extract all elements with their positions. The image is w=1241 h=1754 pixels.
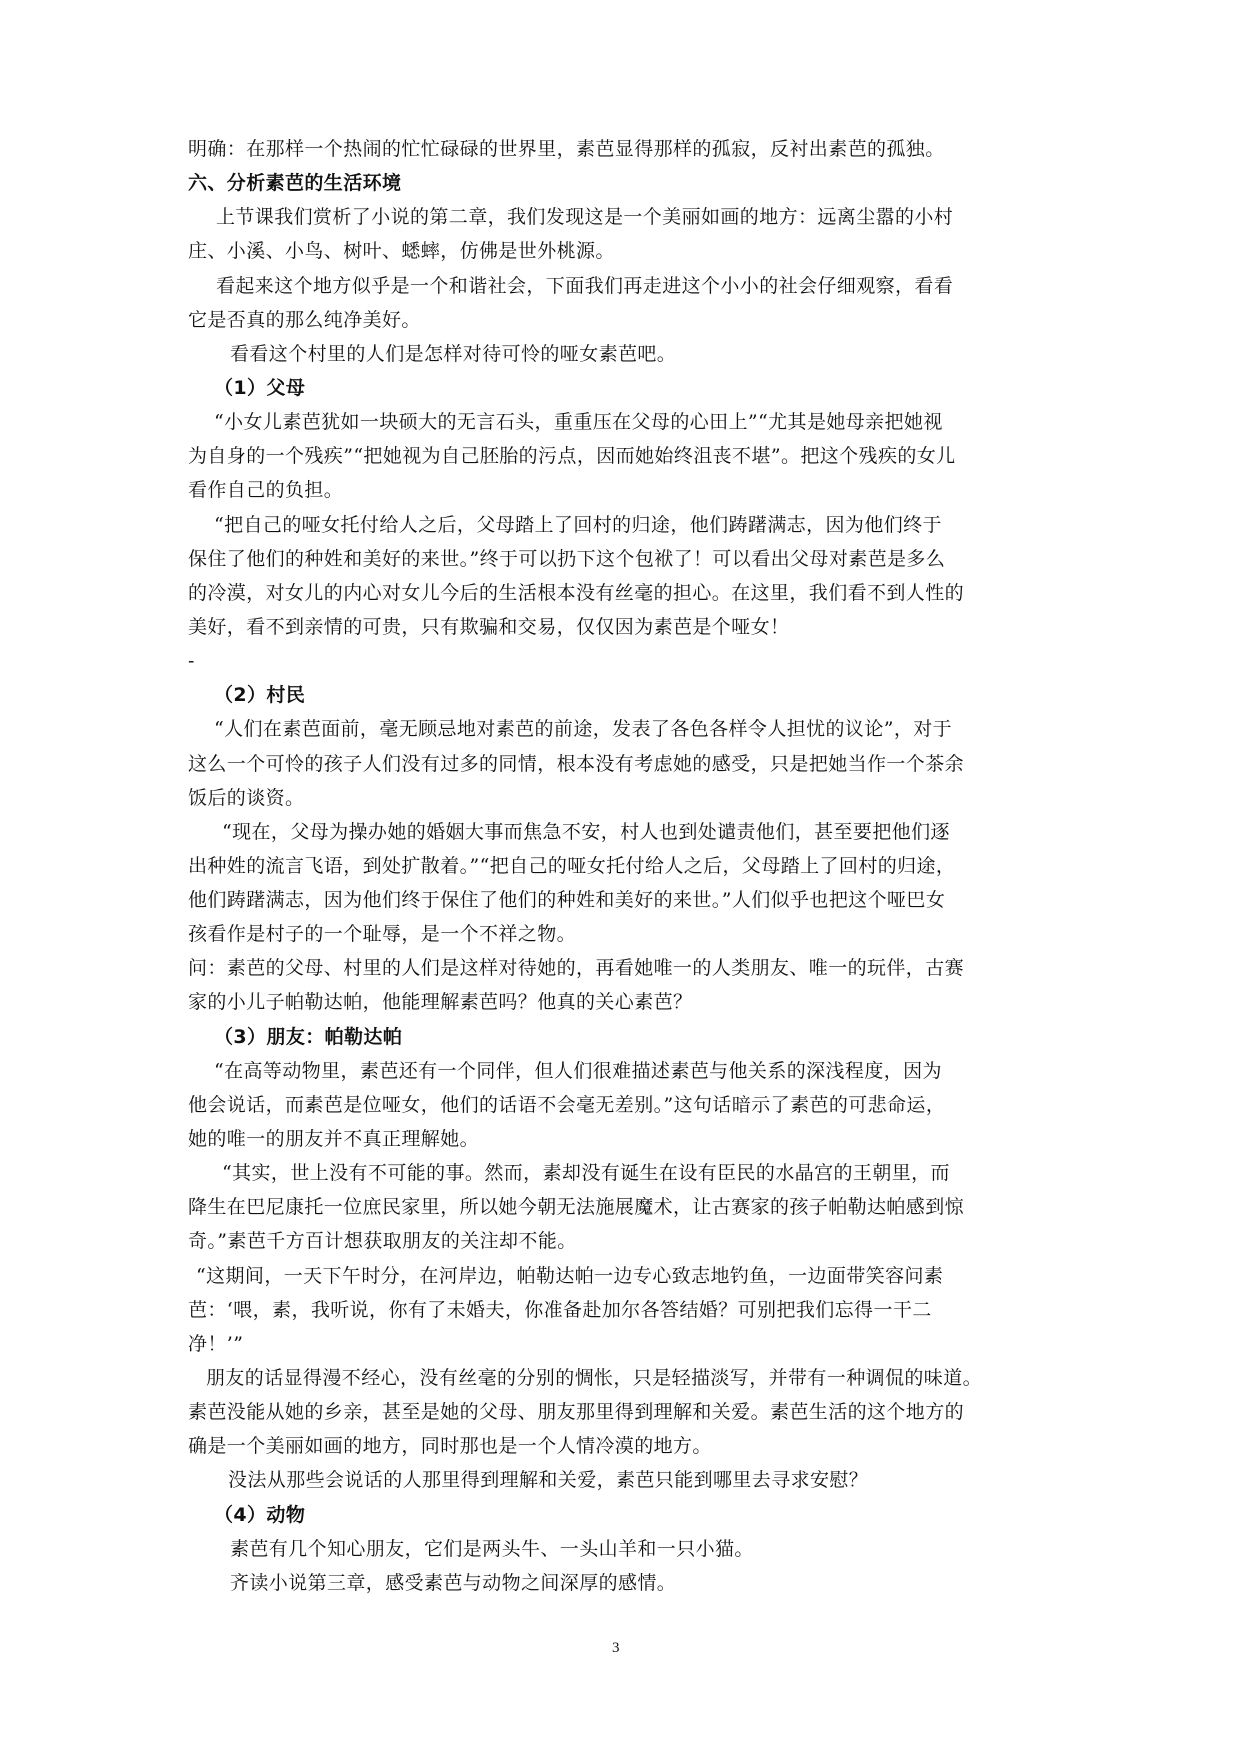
text-line: 素芭没能从她的乡亲，甚至是她的父母、朋友那里得到理解和关爱。素芭生活的这个地方的: [188, 1401, 965, 1423]
text-line: 它是否真的那么纯净美好。: [188, 309, 421, 331]
text-line: 明确：在那样一个热闹的忙忙碌碌的世界里，素芭显得那样的孤寂，反衬出素芭的孤独。: [188, 138, 945, 160]
subheading-parents: （1）父母: [214, 377, 306, 399]
text-line: 净！’”: [188, 1333, 244, 1355]
subheading-animals: （4）动物: [214, 1504, 306, 1526]
text-line: 看看这个村里的人们是怎样对待可怜的哑女素芭吧。: [230, 343, 677, 365]
subheading-friend: （3）朋友：帕勒达帕: [214, 1026, 403, 1048]
page-number: 3: [612, 1640, 620, 1656]
text-line: 孩看作是村子的一个耻辱，是一个不祥之物。: [188, 923, 577, 945]
text-line: 保住了他们的种姓和美好的来世。”终于可以扔下这个包袱了！可以看出父母对素芭是多么: [188, 548, 946, 570]
subheading-villagers: （2）村民: [214, 684, 306, 706]
text-line: 的冷漠，对女儿的内心对女儿今后的生活根本没有丝毫的担心。在这里，我们看不到人性的: [188, 582, 965, 604]
stray-dash: -: [188, 650, 195, 672]
text-line: 奇。”素芭千方百计想获取朋友的关注却不能。: [188, 1230, 577, 1252]
text-line: 她的唯一的朋友并不真正理解她。: [188, 1128, 480, 1150]
text-line: 为自身的一个残疾”“把她视为自己胚胎的污点，因而她始终沮丧不堪”。把这个残疾的女儿: [188, 445, 956, 467]
text-line: 庄、小溪、小鸟、树叶、蟋蟀，仿佛是世外桃源。: [188, 240, 615, 262]
text-line: “其实，世上没有不可能的事。然而，素却没有诞生在设有臣民的水晶宫的王朝里，而: [222, 1162, 950, 1184]
text-line: 确是一个美丽如画的地方，同时那也是一个人情冷漠的地方。: [188, 1435, 712, 1457]
text-line: 他们踌躇满志，因为他们终于保住了他们的种姓和美好的来世。”人们似乎也把这个哑巴女: [188, 889, 946, 911]
text-line: 上节课我们赏析了小说的第二章，我们发现这是一个美丽如画的地方：远离尘嚣的小村: [216, 206, 954, 228]
text-line: 齐读小说第三章，感受素芭与动物之间深厚的感情。: [230, 1572, 677, 1594]
text-line: 芭：‘喂，素，我听说，你有了未婚夫，你准备赴加尔各答结婚？可别把我们忘得一干二: [188, 1299, 932, 1321]
section-heading: 六、分析素芭的生活环境: [188, 172, 402, 194]
text-line: “在高等动物里，素芭还有一个同伴，但人们很难描述素芭与他关系的深浅程度，因为: [214, 1060, 942, 1082]
text-line: 降生在巴尼康托一位庶民家里，所以她今朝无法施展魔术，让古赛家的孩子帕勒达帕感到惊: [188, 1196, 965, 1218]
text-line: 家的小儿子帕勒达帕，他能理解素芭吗？他真的关心素芭？: [188, 991, 693, 1013]
text-line: 朋友的话显得漫不经心，没有丝毫的分别的惆怅，只是轻描淡写，并带有一种调侃的味道。: [206, 1367, 983, 1389]
text-line: 饭后的谈资。: [188, 787, 305, 809]
text-line: 他会说话，而素芭是位哑女，他们的话语不会毫无差别。”这句话暗示了素芭的可悲命运，: [188, 1094, 946, 1116]
text-line: “人们在素芭面前，毫无顾忌地对素芭的前途，发表了各色各样令人担忧的议论”，对于: [214, 718, 953, 740]
text-line: 问：素芭的父母、村里的人们是这样对待她的，再看她唯一的人类朋友、唯一的玩伴，古赛: [188, 957, 965, 979]
text-line: 看作自己的负担。: [188, 479, 344, 501]
text-line: 出种姓的流言飞语，到处扩散着。”“把自己的哑女托付给人之后，父母踏上了回村的归途，: [188, 855, 956, 877]
text-line: 这么一个可怜的孩子人们没有过多的同情，根本没有考虑她的感受，只是把她当作一个茶余: [188, 753, 965, 775]
text-line: 没法从那些会说话的人那里得到理解和关爱，素芭只能到哪里去寻求安慰？: [228, 1469, 869, 1491]
text-line: “这期间，一天下午时分，在河岸边，帕勒达帕一边专心致志地钓鱼，一边面带笑容问素: [196, 1265, 944, 1287]
text-line: “现在，父母为操办她的婚姻大事而焦急不安，村人也到处谴责他们，甚至要把他们逐: [222, 821, 950, 843]
text-line: “小女儿素芭犹如一块硕大的无言石头，重重压在父母的心田上”“尤其是她母亲把她视: [214, 411, 943, 433]
text-line: 看起来这个地方似乎是一个和谐社会，下面我们再走进这个小小的社会仔细观察，看看: [216, 275, 954, 297]
text-line: 美好，看不到亲情的可贵，只有欺骗和交易，仅仅因为素芭是个哑女！: [188, 616, 790, 638]
text-line: 素芭有几个知心朋友，它们是两头牛、一头山羊和一只小猫。: [230, 1538, 754, 1560]
text-line: “把自己的哑女托付给人之后，父母踏上了回村的归途，他们踌躇满志，因为他们终于: [214, 514, 942, 536]
